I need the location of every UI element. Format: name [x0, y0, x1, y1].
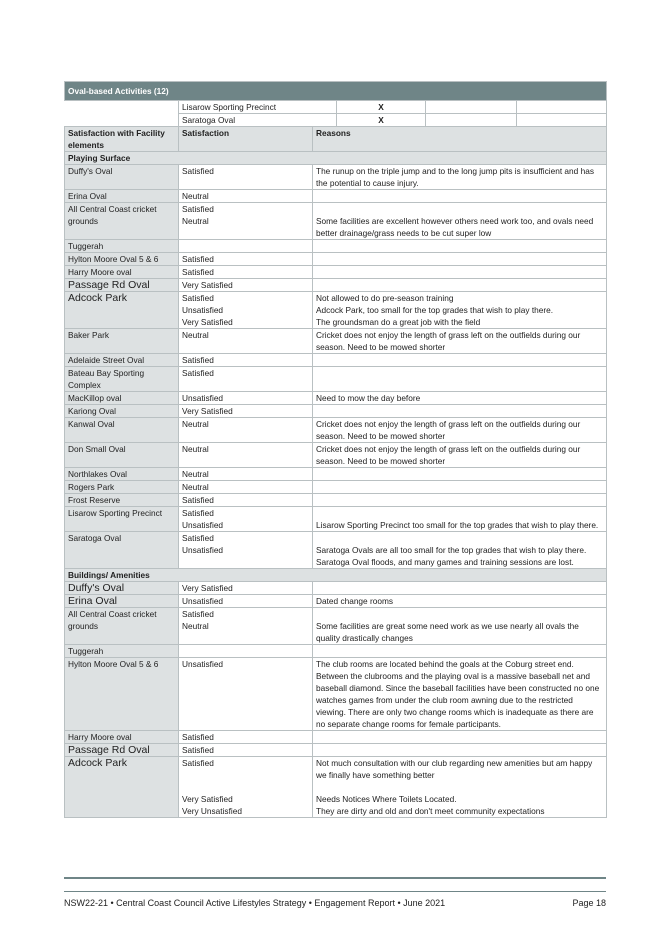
satisfaction-value: Neutral	[182, 621, 209, 631]
satisfaction-value: Satisfied	[182, 254, 214, 264]
reasons-cell	[313, 645, 607, 658]
reason-text	[316, 468, 603, 480]
satisfaction-value: Satisfied	[182, 355, 214, 365]
reason-text	[316, 532, 603, 544]
reason-text	[316, 266, 603, 278]
venue-name: Harry Moore oval	[65, 266, 179, 279]
reason-text: Lisarow Sporting Precinct too small for the top grades that wish to play there.	[316, 520, 599, 530]
satisfaction-value: Unsatisfied	[182, 545, 224, 555]
reasons-cell	[313, 253, 607, 266]
reason-text	[316, 240, 603, 252]
reason-text: Not much consultation with our club regarding new amenities but am happy we finally have something better	[316, 758, 595, 780]
table-row	[65, 744, 607, 757]
satisfaction-value: Neutral	[182, 191, 209, 201]
table-row	[65, 190, 607, 203]
reasons-cell	[313, 494, 607, 507]
table-row	[65, 608, 607, 645]
satisfaction-value	[182, 240, 309, 252]
satisfaction-value: Unsatisfied	[182, 520, 224, 530]
oval-activities-table	[64, 81, 607, 818]
reasons-cell	[313, 582, 607, 595]
satisfaction-value: Unsatisfied	[182, 305, 224, 315]
header-facility-elements: Satisfaction with Facility elements	[65, 127, 179, 152]
venue-name: All Central Coast cricket grounds	[65, 203, 179, 240]
section-heading: Buildings/ Amenities	[65, 569, 607, 582]
reasons-cell	[313, 744, 607, 757]
footer-text: NSW22-21 • Central Coast Council Active Lifestyles Strategy • Engagement Report • June 2021	[64, 898, 446, 908]
reasons-cell	[313, 468, 607, 481]
table-row	[65, 645, 607, 658]
satisfaction-cell	[179, 744, 313, 757]
venue-name: Erina Oval	[65, 595, 179, 608]
satisfaction-cell	[179, 468, 313, 481]
blank-cell	[65, 101, 179, 127]
satisfaction-value: Neutral	[182, 216, 209, 226]
reasons-cell	[313, 190, 607, 203]
section-heading: Playing Surface	[65, 152, 607, 165]
blank-cell	[426, 114, 517, 127]
reason-text	[316, 253, 603, 265]
venue-name: Northlakes Oval	[65, 468, 179, 481]
satisfaction-cell	[179, 658, 313, 731]
reason-text: The groundsman do a great job with the field	[316, 317, 481, 327]
satisfaction-cell	[179, 266, 313, 279]
venue-mark-name: Lisarow Sporting Precinct	[179, 101, 337, 114]
table-row	[65, 731, 607, 744]
table-row	[65, 595, 607, 608]
reasons-cell	[313, 405, 607, 418]
venue-name: Kanwal Oval	[65, 418, 179, 443]
reasons-cell	[313, 392, 607, 405]
venue-name: Adcock Park	[65, 757, 179, 818]
table-row	[65, 165, 607, 190]
table-row	[65, 203, 607, 240]
reason-text: Cricket does not enjoy the length of grass left on the outfields during our season. Need to be mowed shorter	[316, 444, 583, 466]
reason-text: Dated change rooms	[316, 596, 394, 606]
satisfaction-value: Neutral	[182, 444, 209, 454]
venue-name: Tuggerah	[65, 645, 179, 658]
venue-name: All Central Coast cricket grounds	[65, 608, 179, 645]
satisfaction-cell	[179, 757, 313, 818]
reason-text	[316, 731, 603, 743]
satisfaction-value: Satisfied	[182, 758, 214, 768]
reason-text: Cricket does not enjoy the length of grass left on the outfields during our season. Need to be mowed shorter	[316, 330, 583, 352]
venue-name: Hylton Moore Oval 5 & 6	[65, 658, 179, 731]
reason-text: Need to mow the day before	[316, 393, 421, 403]
satisfaction-cell	[179, 582, 313, 595]
blank-cell	[517, 101, 607, 114]
reason-text	[316, 367, 603, 379]
table-row	[65, 329, 607, 354]
reasons-cell	[313, 279, 607, 292]
reasons-cell	[313, 203, 607, 240]
reasons-cell	[313, 292, 607, 329]
satisfaction-value: Satisfied	[182, 368, 214, 378]
venue-name: Passage Rd Oval	[65, 279, 179, 292]
reason-text	[316, 405, 603, 417]
venue-name: Tuggerah	[65, 240, 179, 253]
venue-name: Frost Reserve	[65, 494, 179, 507]
venue-mark-x: X	[337, 101, 426, 114]
reason-text: Adcock Park, too small for the top grades that wish to play there.	[316, 305, 554, 315]
header-reasons: Reasons	[313, 127, 607, 152]
table-title-row	[65, 82, 607, 101]
reasons-cell	[313, 507, 607, 532]
reason-text: The club rooms are located behind the goals at the Coburg street end. Between the clubrooms and the playing oval is a massive baseball net and baseball diamond. Since the baseball facilities have been constructed no one watches games from under the club room awning due to the restricted viewing. There are only two change rooms which is inadequate as there are no separate change rooms for female participants.	[316, 659, 602, 729]
table-title: Oval-based Activities (12)	[65, 82, 607, 101]
venue-name: Duffy's Oval	[65, 165, 179, 190]
satisfaction-cell	[179, 608, 313, 645]
reason-text	[316, 744, 603, 756]
section-heading-row	[65, 569, 607, 582]
satisfaction-cell	[179, 494, 313, 507]
table-row	[65, 240, 607, 253]
reasons-cell	[313, 757, 607, 818]
satisfaction-value: Very Satisfied	[182, 583, 233, 593]
venue-name: Rogers Park	[65, 481, 179, 494]
section-heading-row	[65, 152, 607, 165]
satisfaction-value: Very Satisfied	[182, 794, 233, 804]
table-row	[65, 481, 607, 494]
satisfaction-value: Neutral	[182, 469, 209, 479]
table-body	[65, 82, 607, 818]
reasons-cell	[313, 658, 607, 731]
satisfaction-value: Satisfied	[182, 533, 214, 543]
satisfaction-cell	[179, 190, 313, 203]
satisfaction-cell	[179, 392, 313, 405]
reasons-cell	[313, 266, 607, 279]
satisfaction-cell	[179, 354, 313, 367]
reason-text	[316, 279, 603, 291]
venue-name: Saratoga Oval	[65, 532, 179, 569]
reason-text: Needs Notices Where Toilets Located.	[316, 794, 457, 804]
reasons-cell	[313, 165, 607, 190]
footer-rule-top	[64, 877, 606, 879]
satisfaction-value: Very Satisfied	[182, 280, 233, 290]
satisfaction-value: Satisfied	[182, 166, 214, 176]
satisfaction-value: Satisfied	[182, 508, 214, 518]
satisfaction-value: Satisfied	[182, 732, 214, 742]
table-row	[65, 468, 607, 481]
header-satisfaction: Satisfaction	[179, 127, 313, 152]
reason-text	[316, 645, 603, 657]
venue-name: Baker Park	[65, 329, 179, 354]
satisfaction-value: Satisfied	[182, 204, 214, 214]
reason-text: Some facilities are excellent however others need work too, and ovals need better drainage/grass needs to be cut super low	[316, 216, 596, 238]
reasons-cell	[313, 731, 607, 744]
table-row	[65, 507, 607, 532]
satisfaction-value: Very Unsatisfied	[182, 806, 242, 816]
satisfaction-cell	[179, 279, 313, 292]
venue-name: Hylton Moore Oval 5 & 6	[65, 253, 179, 266]
satisfaction-value: Very Satisfied	[182, 317, 233, 327]
table-row	[65, 443, 607, 468]
satisfaction-value: Neutral	[182, 419, 209, 429]
venue-name: Don Small Oval	[65, 443, 179, 468]
satisfaction-value	[182, 769, 309, 781]
reasons-cell	[313, 532, 607, 569]
reasons-cell	[313, 354, 607, 367]
reasons-cell	[313, 608, 607, 645]
table-row	[65, 392, 607, 405]
satisfaction-cell	[179, 443, 313, 468]
reason-text: Some facilities are great some need work as we use nearly all ovals the quality drastically changes	[316, 621, 582, 643]
table-row	[65, 253, 607, 266]
reason-text	[316, 582, 603, 594]
satisfaction-value: Satisfied	[182, 609, 214, 619]
satisfaction-value: Satisfied	[182, 267, 214, 277]
table-row	[65, 582, 607, 595]
satisfaction-cell	[179, 253, 313, 266]
table-row	[65, 405, 607, 418]
blank-cell	[426, 101, 517, 114]
satisfaction-cell	[179, 165, 313, 190]
reason-text: They are dirty and old and don't meet community expectations	[316, 806, 545, 816]
reason-text: Cricket does not enjoy the length of grass left on the outfields during our season. Need to be mowed shorter	[316, 419, 583, 441]
satisfaction-cell	[179, 367, 313, 392]
reason-text	[316, 190, 603, 202]
reason-text	[316, 481, 603, 493]
venue-name: MacKillop oval	[65, 392, 179, 405]
venue-name: Passage Rd Oval	[65, 744, 179, 757]
blank-cell	[517, 114, 607, 127]
footer-rule-bottom	[64, 891, 606, 892]
venue-name: Adelaide Street Oval	[65, 354, 179, 367]
reasons-cell	[313, 367, 607, 392]
reason-text: Saratoga Ovals are all too small for the top grades that wish to play there. Saratoga Oval floods, and many games and training sessions are lost.	[316, 545, 589, 567]
venue-name: Duffy's Oval	[65, 582, 179, 595]
venue-name: Lisarow Sporting Precinct	[65, 507, 179, 532]
satisfaction-cell	[179, 418, 313, 443]
table-row	[65, 532, 607, 569]
satisfaction-cell	[179, 329, 313, 354]
reason-text: The runup on the triple jump and to the long jump pits is insufficient and has the potential to cause injury.	[316, 166, 597, 188]
table-row	[65, 494, 607, 507]
satisfaction-cell	[179, 645, 313, 658]
reasons-cell	[313, 329, 607, 354]
venue-name: Adcock Park	[65, 292, 179, 329]
satisfaction-cell	[179, 405, 313, 418]
table-row	[65, 279, 607, 292]
reason-text	[316, 494, 603, 506]
satisfaction-value: Unsatisfied	[182, 596, 224, 606]
venue-mark-row	[65, 101, 607, 114]
reason-text	[316, 781, 603, 793]
satisfaction-value: Satisfied	[182, 495, 214, 505]
reason-text	[316, 608, 603, 620]
page-number: Page 18	[572, 898, 606, 908]
satisfaction-value: Neutral	[182, 330, 209, 340]
reason-text	[316, 354, 603, 366]
table-row	[65, 757, 607, 818]
satisfaction-value	[182, 781, 309, 793]
satisfaction-value	[182, 645, 309, 657]
table-row	[65, 418, 607, 443]
table-row	[65, 658, 607, 731]
satisfaction-cell	[179, 481, 313, 494]
table-row	[65, 367, 607, 392]
satisfaction-value: Satisfied	[182, 745, 214, 755]
reasons-cell	[313, 481, 607, 494]
reason-text	[316, 507, 603, 519]
reasons-cell	[313, 443, 607, 468]
reason-text	[316, 203, 603, 215]
venue-name: Bateau Bay Sporting Complex	[65, 367, 179, 392]
satisfaction-value: Unsatisfied	[182, 659, 224, 669]
reason-text: Not allowed to do pre-season training	[316, 293, 454, 303]
table-row	[65, 354, 607, 367]
venue-name: Kariong Oval	[65, 405, 179, 418]
venue-mark-x: X	[337, 114, 426, 127]
satisfaction-cell	[179, 292, 313, 329]
satisfaction-cell	[179, 240, 313, 253]
venue-name: Erina Oval	[65, 190, 179, 203]
venue-mark-name: Saratoga Oval	[179, 114, 337, 127]
satisfaction-cell	[179, 731, 313, 744]
reasons-cell	[313, 418, 607, 443]
reasons-cell	[313, 240, 607, 253]
venue-name: Harry Moore oval	[65, 731, 179, 744]
satisfaction-value: Neutral	[182, 482, 209, 492]
table-row	[65, 292, 607, 329]
satisfaction-value: Very Satisfied	[182, 406, 233, 416]
satisfaction-cell	[179, 532, 313, 569]
satisfaction-cell	[179, 595, 313, 608]
table-row	[65, 266, 607, 279]
satisfaction-cell	[179, 507, 313, 532]
satisfaction-cell	[179, 203, 313, 240]
satisfaction-value: Unsatisfied	[182, 393, 224, 403]
satisfaction-value: Satisfied	[182, 293, 214, 303]
reasons-cell	[313, 595, 607, 608]
table-header-row	[65, 127, 607, 152]
